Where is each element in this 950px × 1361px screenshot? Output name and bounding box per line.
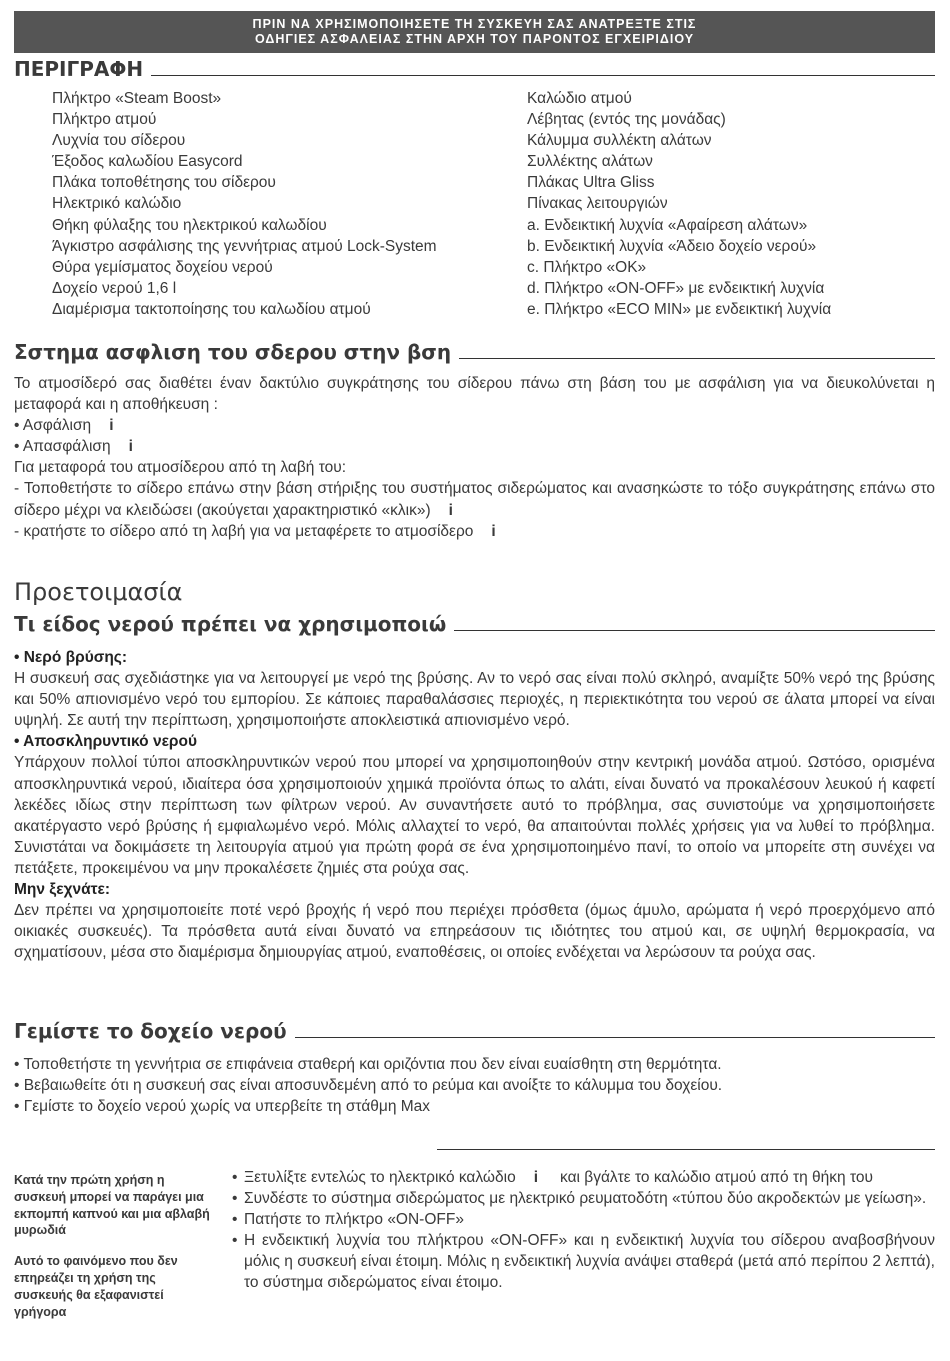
fill-heading xyxy=(14,1019,935,1043)
list-item: Πλάκας Ultra Gliss xyxy=(527,174,655,192)
fill-list xyxy=(14,1054,935,1117)
banner-line-2: ΟΔΗΓΙΕΣ ΑΣΦΑΛΕΙΑΣ ΣΤΗΝ ΑΡΧΗ ΤΟΥ ΠΑΡΟΝΤΟΣ ΕΓΧΕΙΡΙΔΙΟΥ xyxy=(254,32,695,46)
heading-rule xyxy=(459,358,935,359)
description-left-list xyxy=(52,88,437,320)
banner-line-1: ΠΡΙΝ ΝΑ ΧΡΗΣΙΜΟΠΟΙΗΣΕΤΕ ΤΗ ΣΥΣΚΕΥΗ ΣΑΣ ΑΝΑΤΡΕΞΤΕ ΣΤΙΣ xyxy=(252,17,697,31)
transport-step-2-row xyxy=(14,521,935,542)
list-item xyxy=(232,1167,935,1188)
water-section-text xyxy=(14,647,935,963)
usage-list xyxy=(232,1167,935,1294)
heading-rule xyxy=(454,630,935,631)
tap-water-text: Η συσκευή σας σχεδιάστηκε για να λειτουργεί με νερό της βρύσης. Αν το νερό σας είναι πολύ σκληρό, αναμίξτε 50% νερό της βρύσης και 50% απιονισμένο νερό του εμπορίου. Σε κάποιες παραθαλάσσιες περιοχές, η περιεκτικότητα του νερού σε άλατα μπορεί να είναι υψηλή. Σε αυτή την περίπτωση, χρησιμοποιήστε αποκλειστικά απιονισμένο νερό. xyxy=(14,670,935,730)
bullet: • xyxy=(232,1211,238,1229)
bullet: • xyxy=(232,1232,238,1250)
list-item: Πλάκα τοποθέτησης του σίδερου xyxy=(52,174,276,192)
list-item-text xyxy=(244,1167,935,1188)
dont-forget-heading: Μην ξεχνάτε: xyxy=(14,881,111,899)
tap-water-heading: • Νερό βρύσης: xyxy=(14,649,128,666)
list-item: a. Ενδεικτική λυχνία «Αφαίρεση αλάτων» xyxy=(527,216,808,234)
list-item: Άγκιστρο ασφάλισης της γεννήτριας ατμού Lock-System xyxy=(52,237,437,255)
description-heading xyxy=(14,57,935,81)
lock-title: Σστημα ασφλιση του σδερου στην βση xyxy=(14,340,452,364)
list-item: d. Πλήκτρο «ON-OFF» με ενδεικτική λυχνία xyxy=(527,279,825,297)
list-item: Θήκη φύλαξης του ηλεκτρικού καλωδίου xyxy=(52,216,327,234)
list-item xyxy=(232,1230,935,1293)
lock-heading xyxy=(14,340,935,364)
unlock-item-row xyxy=(14,436,935,457)
unlock-item: • Απασφάλιση xyxy=(14,438,111,456)
transport-text: Για μεταφορά του ατμοσίδερου από τη λαβή του: xyxy=(14,459,347,477)
list-item: Ηλεκτρικό καλώδιο xyxy=(52,195,182,213)
list-item: • Βεβαιωθείτε ότι η συσκευή σας είναι αποσυνδεμένη από το ρεύμα και ανοίξτε το κάλυμμα του δοχείου. xyxy=(14,1077,723,1095)
safety-banner xyxy=(14,11,935,53)
list-item: Θύρα γεμίσματος δοχείου νερού xyxy=(52,258,273,276)
list-item: Λυχνία του σίδερου xyxy=(52,132,186,150)
transport-step-1-row xyxy=(14,478,935,520)
list-item-text: Η ενδεικτική λυχνία του πλήκτρου «ON-OFF» και η ενδεικτική λυχνία του σίδερου αναβοσβήνουν μόλις η συσκευή είναι έτοιμη. Μόλις η ενδεικτική λυχνία ανάψει σταθερά (μετά από περίπου 2 λεπτά), το σύστημα σιδερώματος είναι έτοιμο. xyxy=(244,1232,935,1292)
list-item xyxy=(232,1188,935,1209)
usage-step-1a: Ξετυλίξτε εντελώς το ηλεκτρικό καλώδιο xyxy=(244,1169,516,1186)
softener-text: Υπάρχουν πολλοί τύποι αποσκληρυντικών νερού που μπορεί να χρησιμοποιηθούν στην κεντρική μονάδα ατμού. Ωστόσο, ορισμένα αποσκληρυντικά νερού, ιδιαίτερα όσα χρησιμοποιούν χημικά προϊόντα όπως το αλάτι, είναι δυνατό να προκαλέσουν λευκού ή καφετί λεκέδες ιδίως στην περίπτωση των φίλτρων νερού. Αν συναντήσετε αυτό το πρόβλημα, σας συνιστούμε να χρησιμοποιήσετε ακατέργαστο νερό βρύσης ή εμφιαλωμένο νερό. Μόλις αλλαχτεί το νερό, θα απαιτούνται πολλές χρήσεις για να λυθεί το πρόβλημα. Συνιστάται να δοκιμάσετε τη λειτουργία ατμού για πρώτη φορά σε ένα χρησιμοποιημένο πανί, το οποίο να μπορείτε στη συνέχει να πετάξετε, προκειμένου να μην προκαλέσετε ζημιές στα ρούχα σας. xyxy=(14,754,935,877)
info-icon: i xyxy=(109,417,114,435)
list-item: Λέβητας (εντός της μονάδας) xyxy=(527,111,726,129)
list-item: • Τοποθετήστε τη γεννήτρια σε επιφάνεια σταθερή και οριζόντια που δεν είναι ευαίσθητη στη θερμότητα. xyxy=(14,1056,722,1073)
preparation-title: Προετοιμασία xyxy=(14,578,183,606)
bullet: • xyxy=(232,1169,238,1186)
bullet: • xyxy=(232,1190,238,1208)
list-item: Συλλέκτης αλάτων xyxy=(527,153,653,171)
list-item xyxy=(232,1209,935,1230)
list-item: Κάλυμμα συλλέκτη αλάτων xyxy=(527,132,712,150)
list-item-text: Πατήστε το πλήκτρο «ON-OFF» xyxy=(244,1211,464,1229)
list-item: b. Ενδεικτική λυχνία «Άδειο δοχείο νερού» xyxy=(527,237,817,255)
side-note-paragraph-1: Κατά την πρώτη χρήση η συσκευή μπορεί να παράγει μια εκπομπή καπνού και μια αβλαβή μυρωδιά xyxy=(14,1173,210,1238)
fill-title: Γεμίστε το δοχείο νερού xyxy=(14,1019,287,1043)
dont-forget-text: Δεν πρέπει να χρησιμοποιείτε ποτέ νερό βροχής ή νερό που περιέχει πρόσθετα (όμως άμυλο, αρώματα ή νερό προερχόμενο από οικιακές συσκευές). Τα πρόσθετα αυτά είναι δυνατό να επηρεάσουν τις ιδιότητες του ατμού και, σε υψηλή θερμοκρασία, να σχηματίσουν, μέσα στο διαμέρισμα δημιουργίας ατμού, εναποθέσεις, οι οποίες ενδέχεται να λερώσουν τα ρούχα σας. xyxy=(14,902,935,962)
side-note-paragraph-2: Αυτό το φαινόμενο που δεν επηρεάζει τη χρήση της συσκευής θα εξαφανιστεί γρήγορα xyxy=(14,1254,178,1319)
info-icon: i xyxy=(128,438,133,456)
list-item: e. Πλήκτρο «ECO MIN» με ενδεικτική λυχνία xyxy=(527,300,832,318)
water-title: Τι είδος νερού πρέπει να χρησιμοποιώ xyxy=(14,612,447,636)
list-item: Πλήκτρο ατμού xyxy=(52,111,157,129)
list-item: • Γεμίστε το δοχείο νερού χωρίς να υπερβείτε τη στάθμη Max xyxy=(14,1098,431,1116)
lock-section-text xyxy=(14,373,935,542)
list-item-text: Συνδέστε το σύστημα σιδερώματος με ηλεκτρικό ρευματοδότη «τύπου δύο ακροδεκτών με γείωση». xyxy=(244,1190,927,1208)
list-item: c. Πλήκτρο «OK» xyxy=(527,258,647,276)
lock-intro: Το ατμοσίδερό σας διαθέτει έναν δακτύλιο συγκράτησης του σίδερου πάνω στη βάση του με ασφάλιση για να διευκολύνεται η μεταφορά και η αποθήκευση : xyxy=(14,375,935,414)
list-item: Πλήκτρο «Steam Boost» xyxy=(52,90,222,107)
side-note xyxy=(14,1172,214,1334)
heading-rule xyxy=(151,75,935,76)
info-icon: i xyxy=(448,501,453,519)
usage-step-1b: και βγάλτε το καλώδιο ατμού από τη θήκη του xyxy=(560,1169,873,1186)
water-heading xyxy=(14,612,935,636)
softener-heading: • Αποσκληρυντικό νερού xyxy=(14,733,198,751)
lock-item: • Ασφάλιση xyxy=(14,417,92,435)
description-title: ΠΕΡΙΓΡΑΦΗ xyxy=(14,57,144,81)
heading-rule xyxy=(295,1037,935,1038)
description-right-list xyxy=(527,88,831,320)
list-item: Καλώδιο ατμού xyxy=(527,90,632,107)
lock-item-row xyxy=(14,415,935,436)
list-item: Δοχείο νερού 1,6 l xyxy=(52,279,177,297)
info-icon: i xyxy=(491,522,496,540)
transport-step-2: - κρατήστε το σίδερο από τη λαβή για να μεταφέρετε το ατμοσίδερο xyxy=(14,522,474,540)
list-item: Διαμέρισμα τακτοποίησης του καλωδίου ατμού xyxy=(52,300,371,318)
list-item: Έξοδος καλωδίου Easycord xyxy=(52,153,243,171)
info-icon: i xyxy=(533,1169,539,1186)
section-rule xyxy=(437,1149,935,1150)
transport-step-1: - Τοποθετήστε το σίδερο επάνω στην βάση στήριξης του συστήματος σιδερώματος και ανασηκώστε το τόξο συγκράτησης επάνω στο σίδερο μέχρι να κλειδώσει (ακούγεται χαρακτηριστικό «κλικ») xyxy=(14,480,935,519)
list-item: Πίνακας λειτουργιών xyxy=(527,195,668,213)
